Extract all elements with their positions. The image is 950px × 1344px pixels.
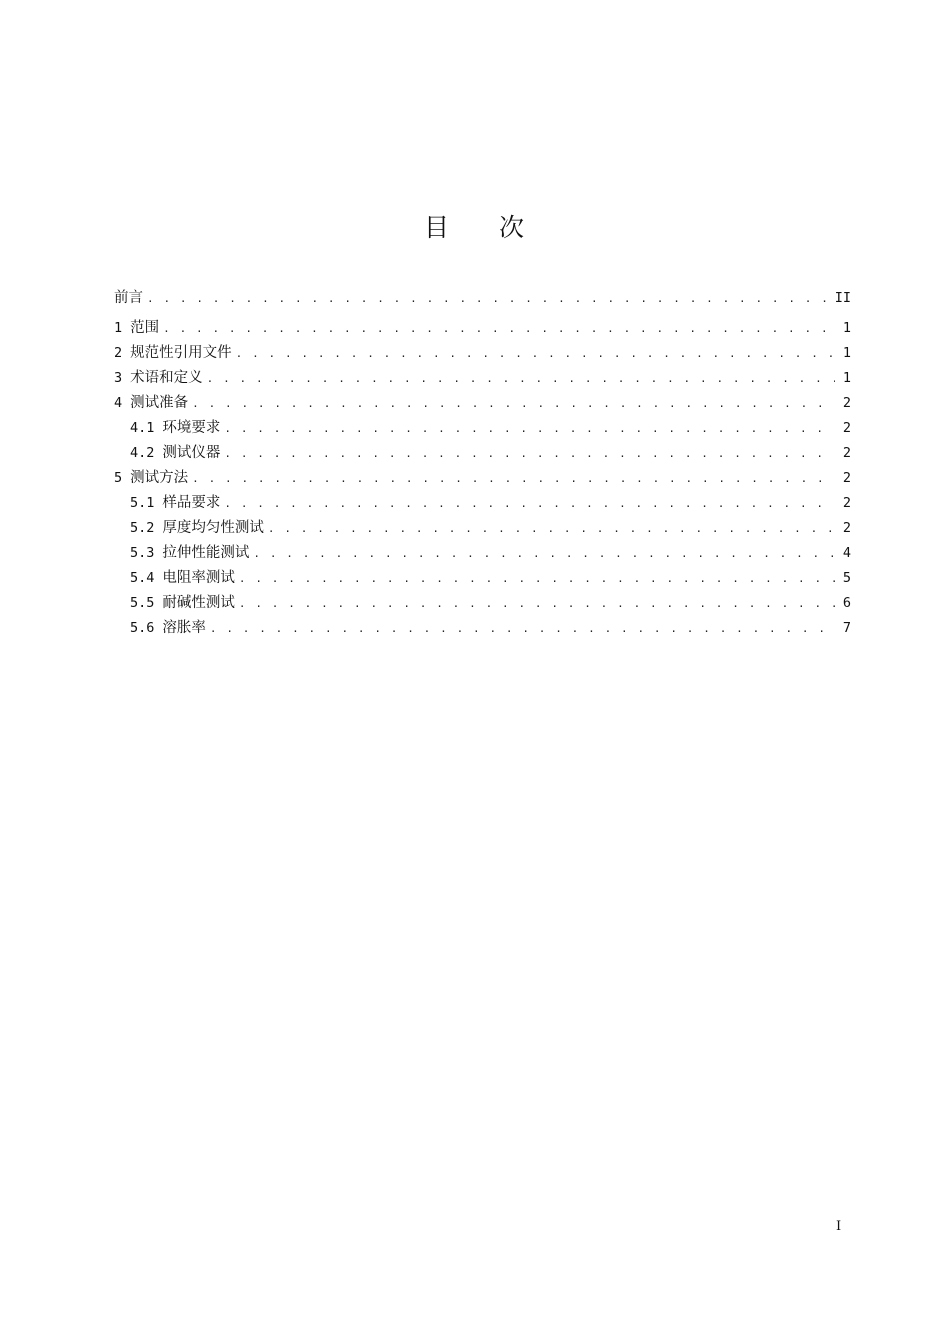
- toc-entry-label: 耐碱性测试: [162, 595, 235, 611]
- toc-entry-terms-definitions[interactable]: [114, 366, 851, 391]
- toc-entry-number: 5.3: [130, 545, 155, 561]
- dot-leader: [236, 341, 835, 366]
- dot-leader: [239, 566, 835, 591]
- toc-entry-label: 拉伸性能测试: [162, 545, 250, 561]
- toc-entry-label: 环境要求: [162, 420, 221, 436]
- dot-leader: [239, 591, 835, 616]
- toc-entry-label: 测试方法: [130, 470, 189, 486]
- toc-entry-label: 厚度均匀性测试: [162, 520, 264, 536]
- toc-entry-label: 测试准备: [130, 395, 189, 411]
- toc-entry-label: 规范性引用文件: [130, 345, 232, 361]
- dot-leader: [253, 541, 835, 566]
- toc-entry-page: 2: [842, 495, 851, 511]
- toc-entry-page: 7: [842, 620, 851, 636]
- dot-leader: [224, 416, 835, 441]
- toc-entry-page: 5: [842, 570, 851, 586]
- toc-entry-number: 4: [114, 395, 123, 411]
- dot-leader: [207, 366, 835, 391]
- toc-entry-test-preparation[interactable]: [114, 391, 851, 416]
- dot-leader: [268, 516, 835, 541]
- toc-entry-test-instruments[interactable]: [114, 441, 851, 466]
- toc-entry-page: 6: [842, 595, 851, 611]
- toc-entry-label: 样品要求: [162, 495, 221, 511]
- toc-entry-label: 前言: [114, 290, 143, 306]
- toc-entry-swelling-rate[interactable]: [114, 616, 851, 641]
- title-char-1: 目: [423, 213, 451, 242]
- toc-entry-label: 术语和定义: [130, 370, 203, 386]
- toc-entry-number: 5.2: [130, 520, 155, 536]
- toc-entry-number: 4.1: [130, 420, 155, 436]
- toc-entry-number: 5.4: [130, 570, 155, 586]
- toc-entry-page: 2: [842, 520, 851, 536]
- toc-entry-foreword[interactable]: [114, 286, 851, 311]
- toc-entry-label: 测试仪器: [162, 445, 221, 461]
- toc-entry-sample-requirements[interactable]: [114, 491, 851, 516]
- toc-entry-page: II: [834, 290, 851, 306]
- toc-entry-page: 1: [842, 345, 851, 361]
- toc-entry-label: 范围: [130, 320, 160, 336]
- dot-leader: [192, 466, 835, 491]
- dot-leader: [224, 491, 835, 516]
- toc-entry-number: 5.6: [130, 620, 155, 636]
- dot-leader: [210, 616, 835, 641]
- toc-entry-thickness-uniformity[interactable]: [114, 516, 851, 541]
- toc-entry-number: 1: [114, 320, 123, 336]
- table-of-contents: [114, 286, 851, 641]
- footer-page-number: I: [836, 1219, 842, 1234]
- page-title: [0, 208, 950, 244]
- toc-entry-page: 2: [842, 470, 851, 486]
- toc-entry-number: 5: [114, 470, 123, 486]
- dot-leader: [192, 391, 835, 416]
- toc-entry-resistivity[interactable]: [114, 566, 851, 591]
- toc-entry-tensile-properties[interactable]: [114, 541, 851, 566]
- toc-entry-environment-requirements[interactable]: [114, 416, 851, 441]
- dot-leader: [147, 286, 829, 311]
- toc-entry-number: 5.1: [130, 495, 155, 511]
- toc-entry-page: 4: [842, 545, 851, 561]
- toc-entry-scope[interactable]: [114, 316, 851, 341]
- toc-entry-number: 4.2: [130, 445, 155, 461]
- toc-entry-alkali-resistance[interactable]: [114, 591, 851, 616]
- title-char-2: 次: [499, 213, 527, 242]
- toc-entry-number: 5.5: [130, 595, 155, 611]
- toc-entry-page: 1: [842, 320, 851, 336]
- toc-entry-label: 溶胀率: [162, 620, 206, 636]
- toc-entry-label: 电阻率测试: [162, 570, 235, 586]
- dot-leader: [224, 441, 835, 466]
- toc-entry-page: 2: [842, 395, 851, 411]
- toc-entry-test-methods[interactable]: [114, 466, 851, 491]
- toc-entry-number: 3: [114, 370, 123, 386]
- toc-entry-normative-references[interactable]: [114, 341, 851, 366]
- toc-entry-number: 2: [114, 345, 123, 361]
- toc-entry-page: 2: [842, 420, 851, 436]
- toc-entry-page: 1: [842, 370, 851, 386]
- dot-leader: [163, 316, 835, 341]
- toc-entry-page: 2: [842, 445, 851, 461]
